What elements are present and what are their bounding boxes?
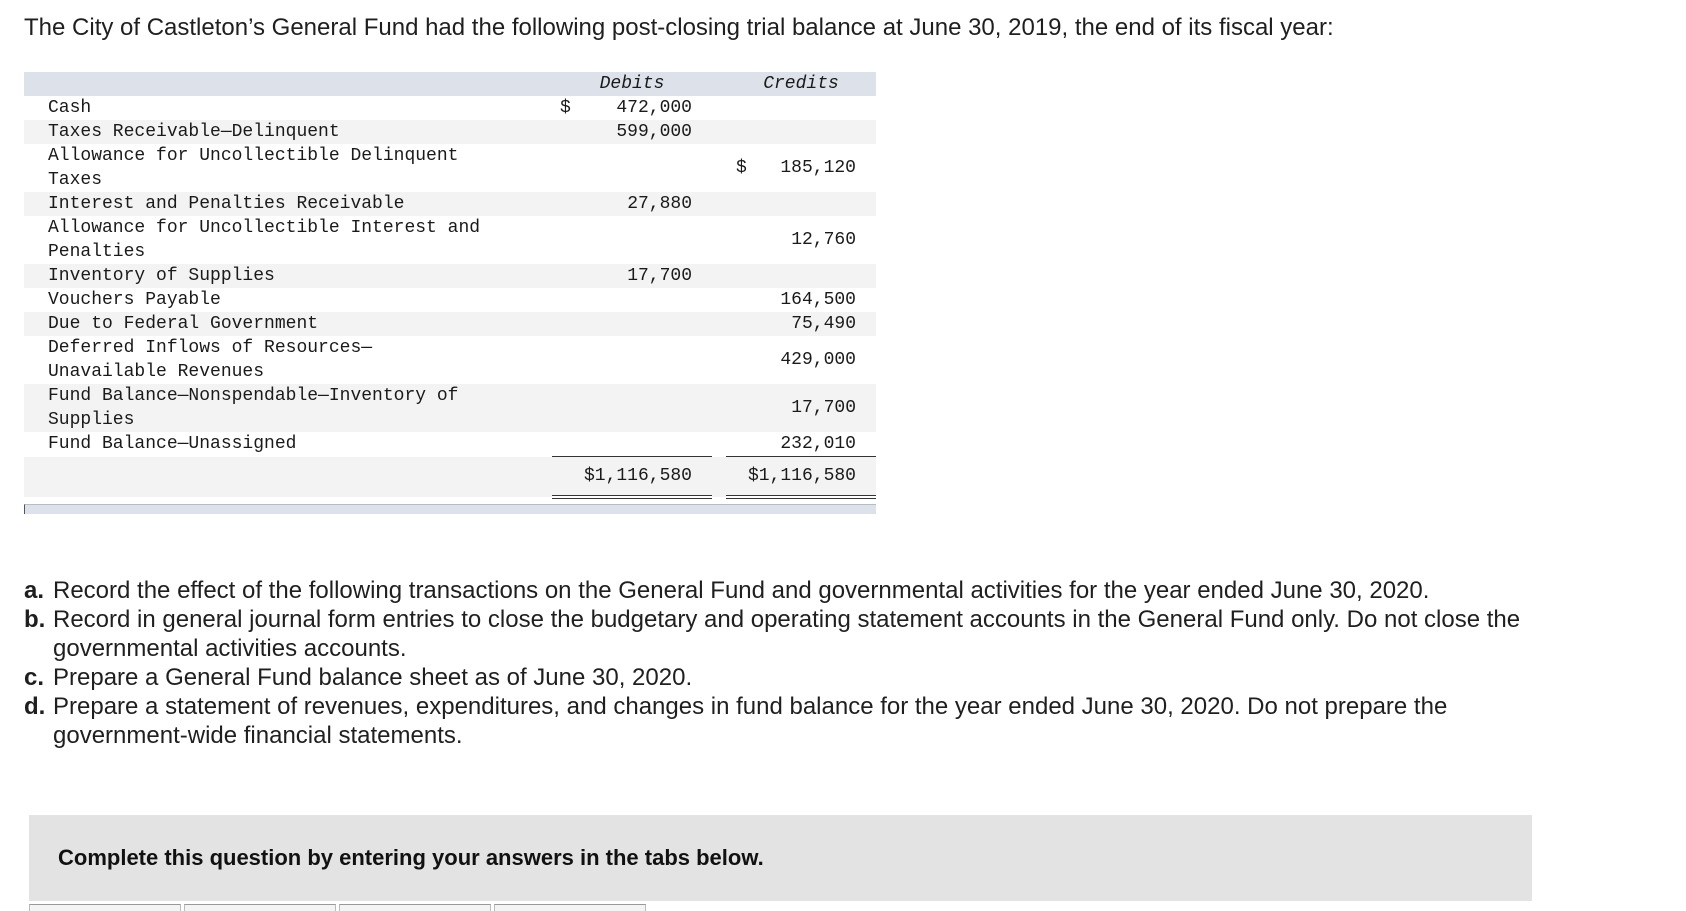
- table-row: [24, 120, 876, 144]
- debit-amount: [552, 144, 712, 192]
- debit-amount: [552, 216, 712, 264]
- question-letter: c.: [24, 664, 45, 691]
- question-text: Record the effect of the following transactions on the General Fund and governmental activities for the year ended June 30, 2020.: [53, 577, 1430, 604]
- question-letter: b.: [24, 606, 46, 633]
- credit-amount: 232,010: [780, 434, 856, 454]
- header-debits: Debits: [552, 72, 712, 96]
- totals-row: [24, 457, 876, 498]
- table-row: [24, 336, 876, 384]
- debit-amount: $ 472,000: [560, 98, 692, 118]
- currency-symbol: $: [560, 98, 571, 118]
- instruction-banner: [29, 815, 1532, 901]
- table-row: [24, 192, 876, 216]
- question-text: Prepare a statement of revenues, expenditures, and changes in fund balance for the year ended June 30, 2020. Do not prepare the government-wide financial statements.: [53, 693, 1448, 749]
- account-name: Due to Federal Government: [24, 312, 552, 336]
- table-row: [24, 96, 876, 120]
- question-item: [24, 663, 1584, 692]
- credit-amount: 429,000: [780, 350, 856, 370]
- question-item: [24, 692, 1584, 750]
- debit-amount: [552, 384, 712, 432]
- debit-amount: 17,700: [552, 264, 712, 288]
- question-letter: a.: [24, 577, 45, 604]
- debit-amount: [552, 288, 712, 312]
- account-name: Deferred Inflows of Resources— Unavailable Revenues: [48, 338, 373, 382]
- table-row: [24, 216, 876, 264]
- header-credits: Credits: [726, 72, 876, 96]
- question-letter: d.: [24, 693, 46, 720]
- debit-amount: [552, 432, 712, 457]
- debit-amount: 27,880: [552, 192, 712, 216]
- account-name: Fund Balance—Nonspendable—Inventory of Supplies: [24, 384, 552, 432]
- account-name: Cash: [48, 98, 92, 118]
- total-debits: $1,116,580: [552, 457, 712, 498]
- instruction-text: Complete this question by entering your answers in the tabs below.: [58, 845, 764, 870]
- table-row: [24, 144, 876, 192]
- table-row: [24, 264, 876, 288]
- trial-balance-table: [24, 72, 876, 499]
- table-footer-bar: [24, 504, 876, 514]
- credit-amount: 75,490: [726, 312, 876, 336]
- currency-symbol: $: [736, 158, 747, 178]
- table-row: [24, 432, 876, 457]
- question-text: Record in general journal form entries to close the budgetary and operating statement accounts in the General Fund only. Do not close the governmental activities accounts.: [53, 606, 1521, 662]
- question-list: [24, 576, 1584, 750]
- question-text: Prepare a General Fund balance sheet as of June 30, 2020.: [53, 664, 693, 691]
- intro-text: The City of Castleton’s General Fund had the following post-closing trial balance at June 30, 2019, the end of its fiscal year:: [24, 14, 1334, 41]
- account-name: Taxes Receivable—Delinquent: [24, 120, 552, 144]
- credit-amount: 17,700: [726, 384, 876, 432]
- debit-amount: [552, 312, 712, 336]
- debit-amount: [552, 336, 712, 384]
- table-row: [24, 288, 876, 312]
- account-name: Allowance for Uncollectible Interest and Penalties: [48, 218, 481, 262]
- credit-amount: [726, 120, 876, 144]
- account-name: Inventory of Supplies: [24, 264, 552, 288]
- account-name: Allowance for Uncollectible Delinquent Taxes: [48, 146, 459, 190]
- question-item: [24, 605, 1584, 663]
- debit-amount: 599,000: [552, 120, 712, 144]
- credit-amount: 12,760: [791, 230, 856, 250]
- credit-amount: [726, 96, 876, 120]
- table-row: [24, 384, 876, 432]
- account-name: Interest and Penalties Receivable: [24, 192, 552, 216]
- credit-amount: 164,500: [780, 290, 856, 310]
- credit-amount: [726, 264, 876, 288]
- total-credits: $1,116,580: [726, 457, 876, 498]
- header-account: [24, 72, 552, 96]
- credit-amount: [726, 192, 876, 216]
- question-item: [24, 576, 1584, 605]
- account-name: Vouchers Payable: [48, 290, 221, 310]
- credit-amount: $ 185,120: [736, 158, 856, 178]
- table-row: [24, 312, 876, 336]
- account-name: Fund Balance—Unassigned: [48, 434, 297, 455]
